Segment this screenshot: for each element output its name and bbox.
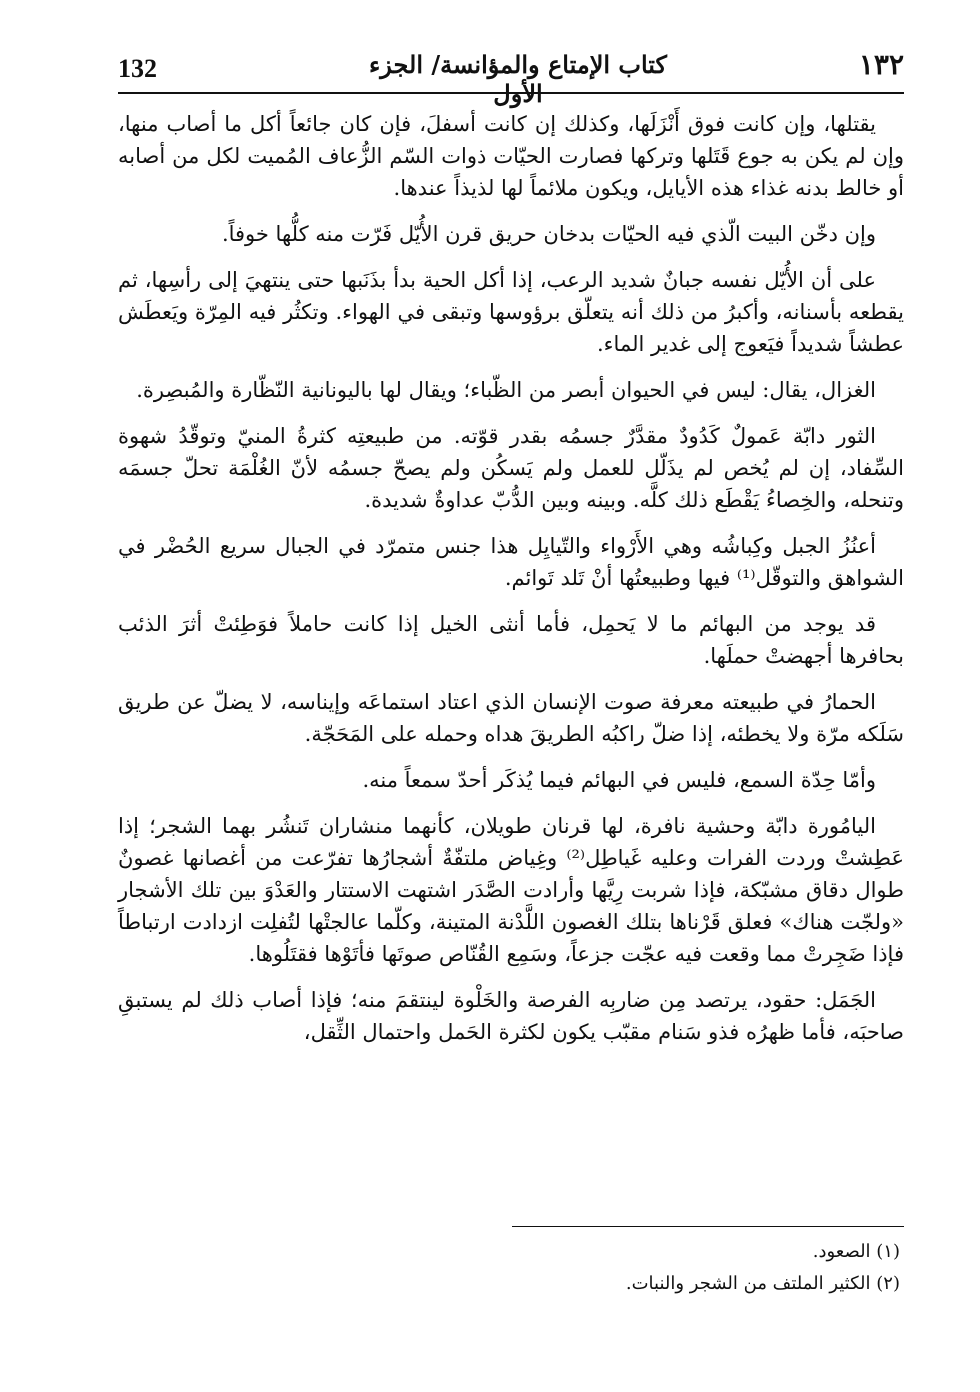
paragraph: قد يوجد من البهائم ما لا يَحمِل، فأما أنثى الخيل إذا كانت حاملاً فوَطِئتْ أثرَ الذئب بحافرها أجهضتْ حملَها.: [118, 612, 904, 668]
page-number-latin: 132: [118, 54, 157, 83]
footnotes: [118, 1236, 900, 1300]
paragraph: على أن الأُيّل نفسه جبانٌ شديد الرعب، إذا أكل الحية بدأ بذَنَبها حتى ينتهيَ إلى رأسِها، ثم يقطعه بأسنانه، وأكبرُ من ذلك أنه يتعلّق برؤوسها وتبقى في الهواء. وتكثُر فيه المِرّة ويَعطَش عطشاً شديداً فيَعوج إلى غدير الماء.: [118, 268, 904, 356]
paragraph: الغزال، يقال: ليس في الحيوان أبصر من الظّباء؛ ويقال لها باليونانية النّظّارة والمُبصِرة.: [136, 378, 876, 402]
paragraph: وإن دخّن البيت الّذي فيه الحيّات بدخان حريق قرن الأُيّل فَرّت منه كلُّها خوفاً.: [221, 222, 876, 246]
paragraph: أعنُزُ الجبل وكِباشُه وهي الأَرْواء والتّيايِل هذا جنس متمرّد في الجبال سريع الحُضْر في الشواهق والتوقّل⁽¹⁾ فيها وطبيعتُها أنْ تَلد تَوائم.: [118, 534, 904, 590]
paragraph: الحمارُ في طبيعته معرفة صوت الإنسان الذي اعتاد استماعَه وإيناسه، لا يضلّ عن طريق سَلَكه مرّة ولا يخطئه، إذا ضلّ راكبُه الطريقَ هداه وحمله على المَحَجّة.: [118, 690, 904, 746]
footnote-separator: [512, 1226, 904, 1227]
main-text: [118, 108, 904, 1062]
page-number-arabic: ١٣٢: [858, 48, 904, 81]
paragraph: اليامُورة دابّة وحشية نافرة، لها قرنان طويلان، كأنهما منشاران تَنشُر بهما الشجر؛ إذا عَطِشتْ وردت الفرات وعليه غَياطِل⁽²⁾ وغِياض ملتفّةٌ أشجارُها تفرّعت من أغصانها غصونٌ طوال دقاق مشبّكة، فإذا شربت رِيَّها وأرادت الصَّدَر اشتهت الاستتار والعَدْوَ بين تلك الأشجار «ولجّت هناك» فعلق قَرْناها بتلك الغصون اللَّدْنة المتينة، وكلّما عالجتْها لتُفلِت ازدادت ارتباطاً فإذا ضَجِرتْ مما وقعت فيه عجّت جزعاً، وسَمِع القُنّاص صوتَها فأتَوْها فقتَلُوها.: [118, 814, 904, 966]
paragraph: الثور دابّة عَمولٌ كَدُودٌ مقدَّرٌ جسمُه بقدر قوّته. من طبيعتِه كثرةُ المنيّ وتوقّدُ شهوة السِّفاد، إن لم يُخص لم يذَلّل للعمل ولم يَسكُن ولم يصحّ جسمُه لأنّ الغُلْمَة تحلّ جسمَه وتنحله، والخِصاءُ يَقْطَع ذلك كلَّه. وبينه وبين الدُّبّ عداوةٌ شديدة.: [118, 424, 904, 512]
footnote: (١) الصعود.: [812, 1241, 900, 1262]
paragraph: الجَمَل: حقود، يرتصد مِن ضاربِه الفرصة والخَلْوة لينتقمَ منه؛ فإذا أصاب ذلك لم يستبقِ صاحبَه، فأما ظهرُه فذو سَنام مقبّب يكون لكثرة الحَمل واحتمال الثِّقل،: [118, 988, 904, 1044]
running-title: كتاب الإمتاع والمؤانسة/ الجزء الأول: [369, 50, 667, 108]
paragraph: وأمّا حِدّة السمع، فليس في البهائم فيما يُذكَر أحدّ سمعاً منه.: [362, 768, 876, 792]
footnote: (٢) الكثير الملتف من الشجر والنبات.: [625, 1273, 900, 1294]
paragraph: يقتلها، وإن كانت فوق أَنْزَلَها، وكذلك إن كانت أسفلَ، فإن كان جائعاً أكل ما أصاب منها، وإن لم يكن به جوع قَتَلها وتركها فصارت الحيّات ذوات السّم الزُّعاف المُميت لكل من أصابه أو خالط بدنه غذاء هذه الأيايل، ويكون ملائماً لها لذيذاً عندها.: [118, 112, 904, 200]
page-header: [118, 44, 904, 108]
